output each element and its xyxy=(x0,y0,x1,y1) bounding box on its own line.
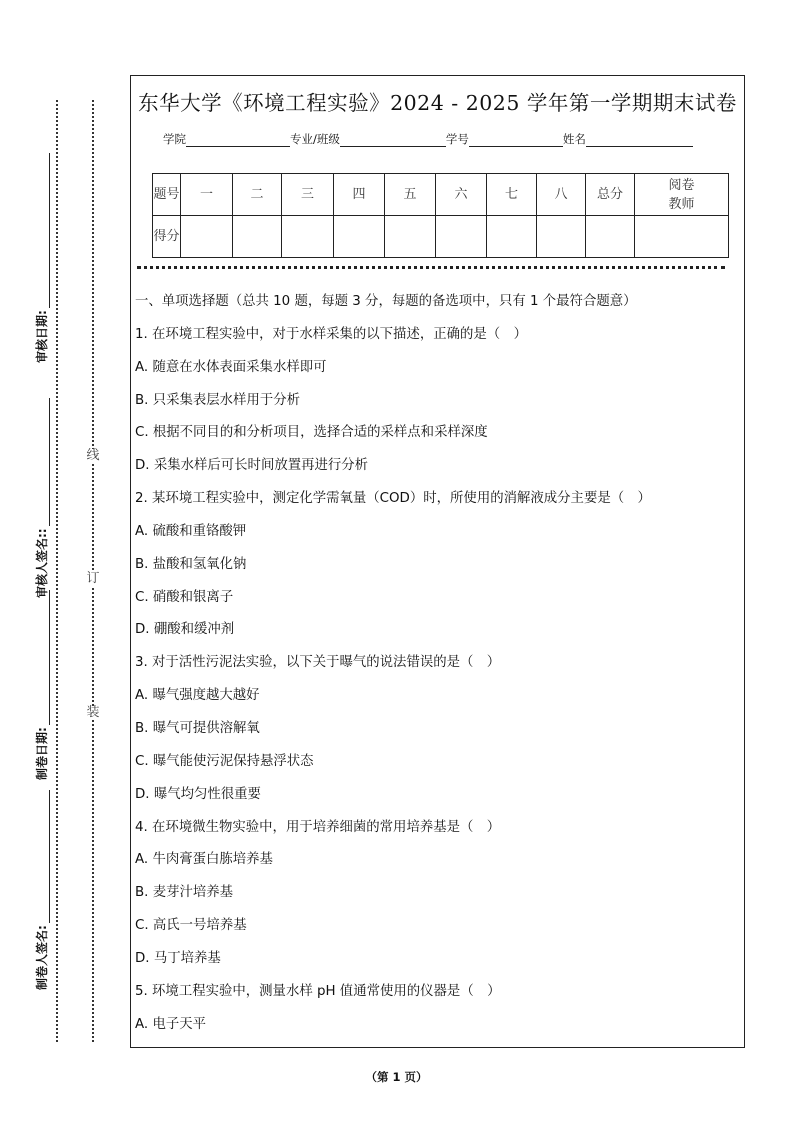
question-number-row xyxy=(153,174,729,216)
date-line xyxy=(41,153,50,308)
exam-title: 东华大学《环境工程实验》2024 - 2025 学年第一学期期末试卷 xyxy=(138,91,737,115)
col-header: 七 xyxy=(487,174,537,216)
reviewer-signature-field[interactable] xyxy=(34,398,50,598)
name-input[interactable] xyxy=(586,132,693,147)
binding-char-xian: 线 xyxy=(86,448,100,463)
college-input[interactable] xyxy=(186,132,290,147)
setter-signature-label: 制卷人签名: xyxy=(35,925,49,990)
college-label: 学院 xyxy=(163,132,186,146)
signature-line xyxy=(41,790,50,923)
col-header: 阅卷教师 xyxy=(635,174,729,216)
option-line: D. 曝气均匀性很重要 xyxy=(135,786,261,802)
review-date-label: 审核日期: xyxy=(35,310,49,363)
reviewer-signature-label: 审核人签名:: xyxy=(35,528,49,598)
page-number: （第 1 页） xyxy=(365,1070,428,1084)
col-header: 总分 xyxy=(586,174,635,216)
score-row xyxy=(153,216,729,258)
signature-line xyxy=(41,398,50,526)
review-date-field[interactable] xyxy=(34,153,50,363)
col-header: 四 xyxy=(334,174,385,216)
col-header: 八 xyxy=(537,174,586,216)
question-line: 4. 在环境微生物实验中，用于培养细菌的常用培养基是（ ） xyxy=(135,819,501,835)
row-label: 得分 xyxy=(153,216,181,258)
row-label: 题号 xyxy=(153,174,181,216)
score-cell[interactable] xyxy=(385,216,436,258)
option-line: B. 麦芽汁培养基 xyxy=(135,885,234,901)
score-cell[interactable] xyxy=(487,216,537,258)
question-line: 1. 在环境工程实验中，对于水样采集的以下描述，正确的是（ ） xyxy=(135,326,527,342)
option-line: B. 曝气可提供溶解氧 xyxy=(135,720,260,736)
option-line: A. 牛肉膏蛋白胨培养基 xyxy=(135,852,273,868)
score-cell[interactable] xyxy=(635,216,729,258)
option-line: C. 根据不同目的和分析项目，选择合适的采样点和采样深度 xyxy=(135,425,488,441)
col-header: 六 xyxy=(436,174,487,216)
binding-dotted-line-outer xyxy=(56,100,58,1042)
student-id-input[interactable] xyxy=(469,132,563,147)
dotted-divider xyxy=(137,266,725,269)
col-header: 三 xyxy=(282,174,334,216)
option-line: A. 随意在水体表面采集水样即可 xyxy=(135,359,327,375)
question-list xyxy=(135,286,651,1041)
option-line: B. 只采集表层水样用于分析 xyxy=(135,392,300,408)
option-line: C. 曝气能使污泥保持悬浮状态 xyxy=(135,753,314,769)
setter-signature-field[interactable] xyxy=(34,790,50,990)
col-header: 二 xyxy=(233,174,282,216)
option-line: B. 盐酸和氢氧化钠 xyxy=(135,556,247,572)
student-info xyxy=(163,131,693,147)
date-line xyxy=(41,590,50,725)
option-line: C. 高氏一号培养基 xyxy=(135,918,247,934)
set-date-field[interactable] xyxy=(34,590,50,780)
score-cell[interactable] xyxy=(436,216,487,258)
student-id-label: 学号 xyxy=(445,132,469,146)
col-header: 一 xyxy=(181,174,233,216)
option-line: C. 硝酸和银离子 xyxy=(135,589,234,605)
score-cell[interactable] xyxy=(537,216,586,258)
score-cell[interactable] xyxy=(586,216,635,258)
name-label: 姓名 xyxy=(562,132,586,146)
col-header: 五 xyxy=(385,174,436,216)
option-line: D. 硼酸和缓冲剂 xyxy=(135,622,235,638)
score-cell[interactable] xyxy=(282,216,334,258)
option-line: D. 采集水样后可长时间放置再进行分析 xyxy=(135,458,369,474)
major-label: 专业/班级 xyxy=(290,132,340,146)
score-cell[interactable] xyxy=(181,216,233,258)
question-line: 3. 对于活性污泥法实验，以下关于曝气的说法错误的是（ ） xyxy=(135,655,501,671)
set-date-label: 制卷日期: xyxy=(35,727,49,780)
binding-char-zhuang: 装 xyxy=(86,705,100,720)
question-line: 5. 环境工程实验中，测量水样 pH 值通常使用的仪器是（ ） xyxy=(135,983,501,999)
major-input[interactable] xyxy=(340,132,446,147)
score-table xyxy=(152,173,729,258)
score-cell[interactable] xyxy=(334,216,385,258)
binding-char-ding: 订 xyxy=(86,571,100,586)
option-line: A. 硫酸和重铬酸钾 xyxy=(135,523,247,539)
question-line: 2. 某环境工程实验中，测定化学需氧量（COD）时，所使用的消解液成分主要是（ ） xyxy=(135,491,651,507)
score-cell[interactable] xyxy=(233,216,282,258)
option-line: A. 电子天平 xyxy=(135,1016,206,1032)
section-header: 一、单项选择题（总共 10 题，每题 3 分，每题的备选项中，只有 1 个最符合题意） xyxy=(135,294,637,309)
option-line: D. 马丁培养基 xyxy=(135,950,221,966)
option-line: A. 曝气强度越大越好 xyxy=(135,688,260,704)
